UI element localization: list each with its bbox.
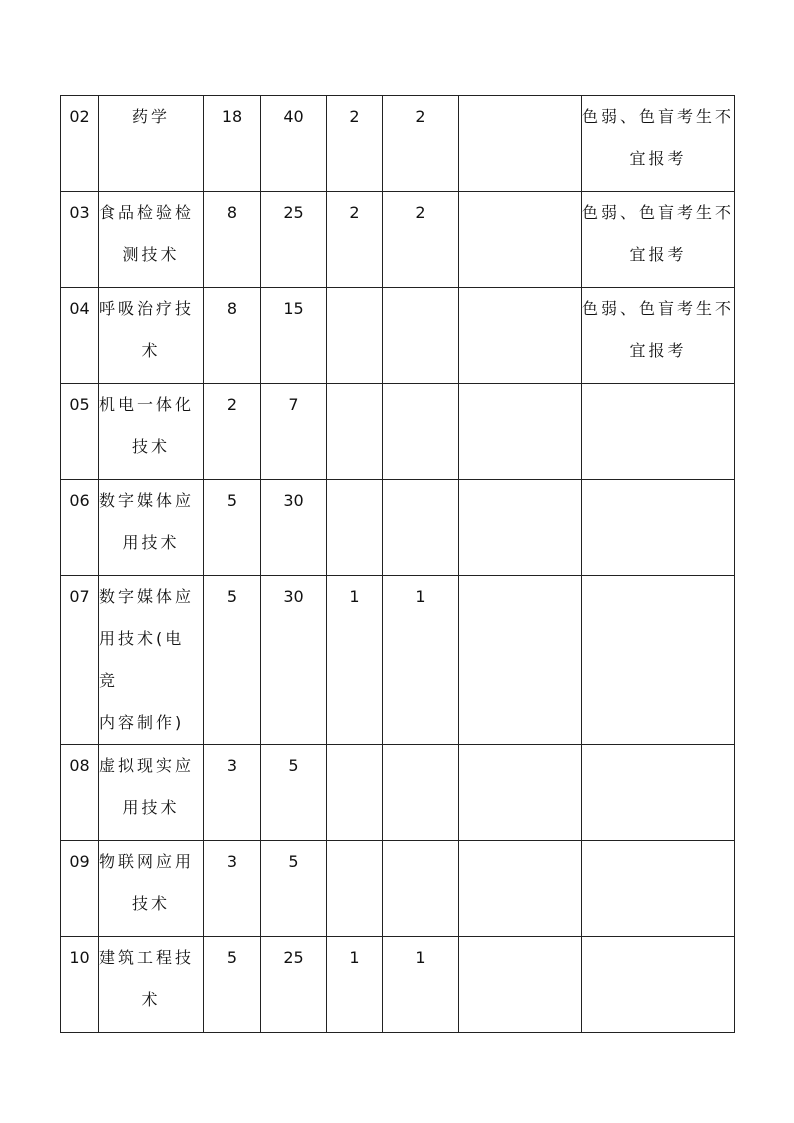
value-col-3	[327, 288, 383, 384]
major-code: 02	[61, 96, 99, 192]
table-row	[61, 288, 735, 384]
remark	[582, 841, 735, 937]
remark: 色弱、色盲考生不 宜报考	[582, 288, 735, 384]
value-col-2: 15	[261, 288, 327, 384]
remark	[582, 745, 735, 841]
major-name: 建筑工程技 术	[99, 937, 204, 1033]
remark	[582, 480, 735, 576]
value-col-1: 5	[204, 480, 261, 576]
remark	[582, 384, 735, 480]
value-col-3	[327, 480, 383, 576]
major-code: 09	[61, 841, 99, 937]
value-col-1: 5	[204, 937, 261, 1033]
value-col-3	[327, 745, 383, 841]
value-col-3: 2	[327, 192, 383, 288]
major-name: 呼吸治疗技 术	[99, 288, 204, 384]
major-code: 06	[61, 480, 99, 576]
value-col-2: 30	[261, 576, 327, 745]
remark: 色弱、色盲考生不 宜报考	[582, 96, 735, 192]
major-name: 物联网应用 技术	[99, 841, 204, 937]
table-row	[61, 480, 735, 576]
value-col-2: 5	[261, 841, 327, 937]
major-code: 08	[61, 745, 99, 841]
value-col-3: 2	[327, 96, 383, 192]
table-row	[61, 384, 735, 480]
value-col-3: 1	[327, 576, 383, 745]
value-col-1: 5	[204, 576, 261, 745]
table-row	[61, 192, 735, 288]
value-col-4	[383, 745, 459, 841]
value-col-2: 25	[261, 937, 327, 1033]
value-col-4: 2	[383, 96, 459, 192]
table-row	[61, 841, 735, 937]
value-col-2: 7	[261, 384, 327, 480]
major-name: 机电一体化 技术	[99, 384, 204, 480]
value-col-4: 2	[383, 192, 459, 288]
major-code: 10	[61, 937, 99, 1033]
value-col-5	[459, 480, 582, 576]
enrollment-table	[60, 95, 735, 1033]
value-col-5	[459, 96, 582, 192]
remark	[582, 576, 735, 745]
major-name: 虚拟现实应 用技术	[99, 745, 204, 841]
value-col-4: 1	[383, 937, 459, 1033]
table-row	[61, 96, 735, 192]
table-row	[61, 576, 735, 745]
value-col-2: 5	[261, 745, 327, 841]
value-col-5	[459, 192, 582, 288]
remark: 色弱、色盲考生不 宜报考	[582, 192, 735, 288]
major-code: 07	[61, 576, 99, 745]
value-col-1: 8	[204, 192, 261, 288]
value-col-5	[459, 841, 582, 937]
value-col-4	[383, 288, 459, 384]
value-col-5	[459, 288, 582, 384]
major-code: 03	[61, 192, 99, 288]
value-col-3	[327, 384, 383, 480]
major-code: 04	[61, 288, 99, 384]
value-col-5	[459, 937, 582, 1033]
major-name: 数字媒体应 用技术(电竞 内容制作)	[99, 576, 204, 745]
value-col-5	[459, 576, 582, 745]
value-col-2: 30	[261, 480, 327, 576]
value-col-1: 8	[204, 288, 261, 384]
major-name: 食品检验检 测技术	[99, 192, 204, 288]
value-col-2: 25	[261, 192, 327, 288]
value-col-4	[383, 841, 459, 937]
value-col-1: 18	[204, 96, 261, 192]
remark	[582, 937, 735, 1033]
value-col-5	[459, 384, 582, 480]
major-name: 数字媒体应 用技术	[99, 480, 204, 576]
value-col-4: 1	[383, 576, 459, 745]
value-col-3: 1	[327, 937, 383, 1033]
value-col-1: 3	[204, 745, 261, 841]
value-col-4	[383, 480, 459, 576]
table-row	[61, 937, 735, 1033]
value-col-2: 40	[261, 96, 327, 192]
table-row	[61, 745, 735, 841]
value-col-4	[383, 384, 459, 480]
major-name: 药学	[99, 96, 204, 192]
value-col-3	[327, 841, 383, 937]
value-col-1: 3	[204, 841, 261, 937]
value-col-1: 2	[204, 384, 261, 480]
major-code: 05	[61, 384, 99, 480]
value-col-5	[459, 745, 582, 841]
